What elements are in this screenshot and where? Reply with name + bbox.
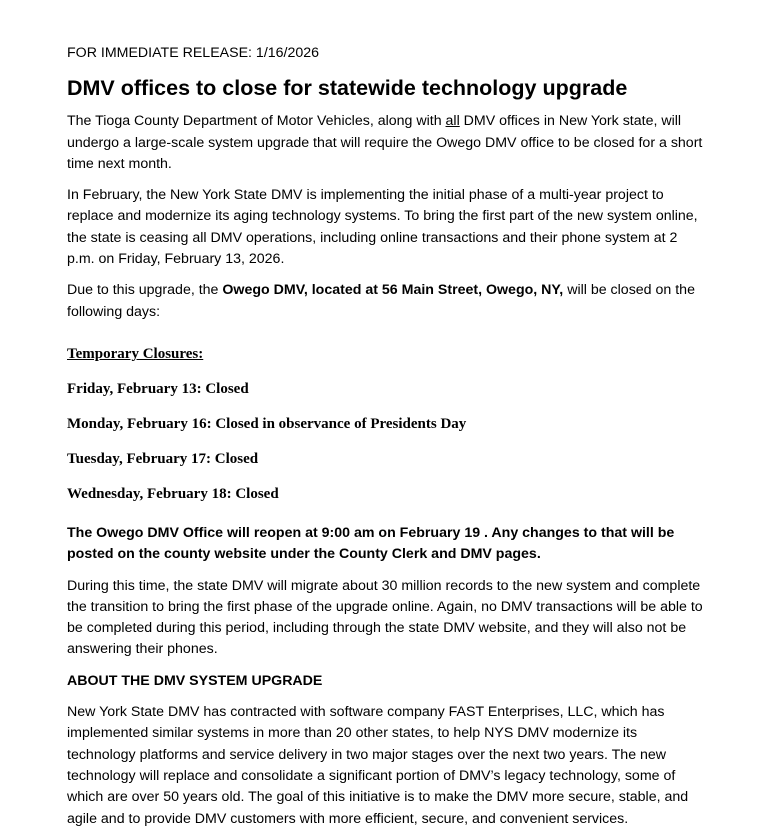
press-release xyxy=(67,43,707,830)
about-heading: ABOUT THE DMV SYSTEM UPGRADE xyxy=(67,672,323,689)
intro-text-start: The Tioga County Department of Motor Vehicles, along with xyxy=(67,113,446,130)
closure-intro-paragraph xyxy=(67,280,707,323)
temporary-closures-title: Temporary Closures: xyxy=(67,345,204,362)
reopen-notice: The Owego DMV Office will reopen at 9:00 am on February 19 . Any changes to that will be posted on the county website under the County Clerk and DMV pages. xyxy=(67,524,675,563)
closure-item: Friday, February 13: Closed xyxy=(67,380,249,397)
about-paragraph: New York State DMV has contracted with software company FAST Enterprises, LLC, which has implemented similar systems in more than 20 other states, to help NYS DMV modernize its technology platforms and service delivery in two major stages over the next two years. The new technology will replace and consolidate a significant portion of DMV’s legacy technology, some of which are over 50 years old. The goal of this initiative is to make the DMV more secure, stable, and agile and to provide DMV customers with more efficient, secure, and convenient services. xyxy=(67,704,689,827)
february-paragraph: In February, the New York State DMV is implementing the initial phase of a multi-year project to replace and modernize its aging technology systems. To bring the first part of the new system online, the state is ceasing all DMV operations, including online transactions and their phone system at 2 p.m. on Friday, February 13, 2026. xyxy=(67,187,698,268)
intro-underlined-word: all xyxy=(445,113,460,130)
release-date-line: FOR IMMEDIATE RELEASE: 1/16/2026 xyxy=(67,45,320,61)
migration-paragraph: During this time, the state DMV will migrate about 30 million records to the new system and complete the transition to bring the first phase of the upgrade online. Again, no DMV transactions will be able to be completed during this period, including through the state DMV website, and they will also not be answering their phones. xyxy=(67,577,703,658)
closure-item: Wednesday, February 18: Closed xyxy=(67,485,279,502)
headline: DMV offices to close for statewide technology upgrade xyxy=(67,76,628,101)
intro-paragraph xyxy=(67,111,707,175)
closure-intro-end: will be closed on the following days: xyxy=(67,282,695,320)
closure-intro-start: Due to this upgrade, the xyxy=(67,282,223,299)
closure-item: Tuesday, February 17: Closed xyxy=(67,450,259,467)
office-location: Owego DMV, located at 56 Main Street, Owego, NY, xyxy=(222,282,564,299)
intro-text-end: DMV offices in New York state, will undergo a large-scale system upgrade that will require the Owego DMV office to be closed for a short time next month. xyxy=(67,113,703,172)
closure-item: Monday, February 16: Closed in observance of Presidents Day xyxy=(67,415,467,432)
